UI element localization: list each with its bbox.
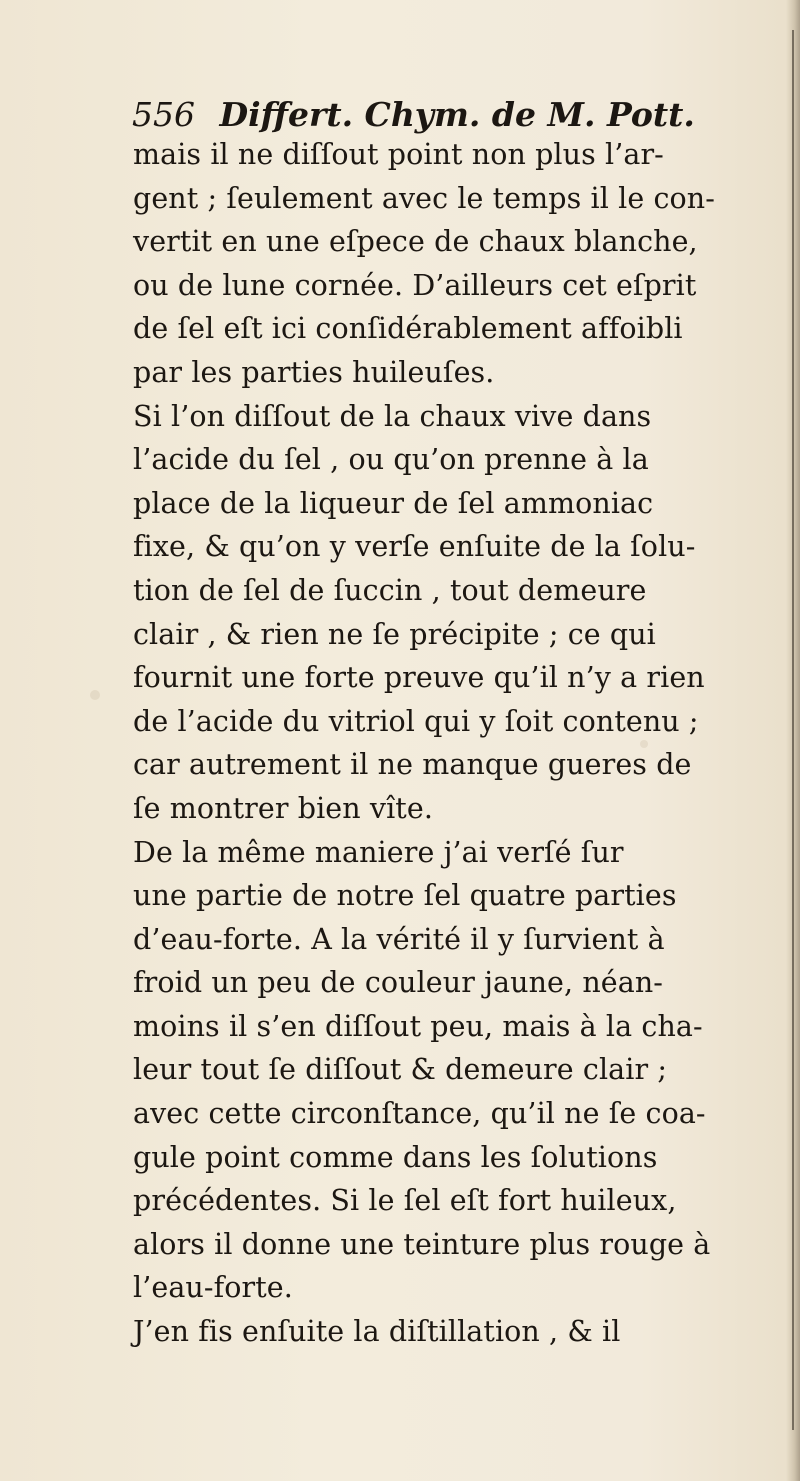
text-line: car autrement il ne manque gueres de xyxy=(133,748,692,782)
text-line: fournit une forte preuve qu’il n’y a rien xyxy=(133,661,705,695)
text-line: tion de ſel de ſuccin , tout demeure xyxy=(133,573,647,607)
text-line: froid un peu de couleur jaune, néan- xyxy=(133,966,664,1000)
text-line: précédentes. Si le ſel eſt fort huileux, xyxy=(133,1184,677,1218)
page-number: 556 xyxy=(132,95,195,134)
text-line: par les parties huileuſes. xyxy=(133,355,495,389)
text-line: clair , & rien ne ſe précipite ; ce qui xyxy=(133,617,656,651)
text-line: leur tout ſe diſſout & demeure clair ; xyxy=(133,1053,668,1087)
text-line: gent ; ſeulement avec le temps il le con- xyxy=(133,181,715,215)
paper-stain xyxy=(90,690,100,700)
text-line: d’eau-forte. A la vérité il y ſurvient à xyxy=(133,922,665,956)
text-line: De la même maniere j’ai verſé ſur xyxy=(133,835,624,869)
text-line: l’acide du ſel , ou qu’on prenne à la xyxy=(133,443,649,477)
text-line: moins il s’en diſſout peu, mais à la cha- xyxy=(133,1009,703,1043)
text-line: vertit en une eſpece de chaux blanche, xyxy=(133,225,698,259)
text-line: fixe, & qu’on y verſe enſuite de la ſolu- xyxy=(133,530,696,564)
page-edge-line xyxy=(792,30,794,1430)
text-line: place de la liqueur de ſel ammoniac xyxy=(133,486,654,520)
text-line: J’en fis enſuite la diſtillation , & il xyxy=(133,1315,621,1349)
text-line: ſe montrer bien vîte. xyxy=(133,791,433,825)
text-line: Si l’on diſſout de la chaux vive dans xyxy=(133,399,652,433)
text-line: avec cette circonſtance, qu’il ne ſe coa- xyxy=(133,1097,706,1131)
text-line: une partie de notre ſel quatre parties xyxy=(133,879,677,913)
text-line: gule point comme dans les ſolutions xyxy=(133,1140,658,1174)
running-head: Differt. Chym. de M. Pott. xyxy=(219,95,695,134)
body-text xyxy=(133,133,743,1354)
page-header xyxy=(132,92,752,138)
text-line: ou de lune cornée. D’ailleurs cet eſprit xyxy=(133,268,697,302)
text-line: alors il donne une teinture plus rouge à xyxy=(133,1227,711,1261)
text-line: l’eau-forte. xyxy=(133,1271,293,1305)
text-line: de ſel eſt ici conſidérablement affoibli xyxy=(133,312,683,346)
text-line: mais il ne diſſout point non plus l’ar- xyxy=(133,138,664,171)
text-line: de l’acide du vitriol qui y ſoit contenu ; xyxy=(133,704,699,738)
